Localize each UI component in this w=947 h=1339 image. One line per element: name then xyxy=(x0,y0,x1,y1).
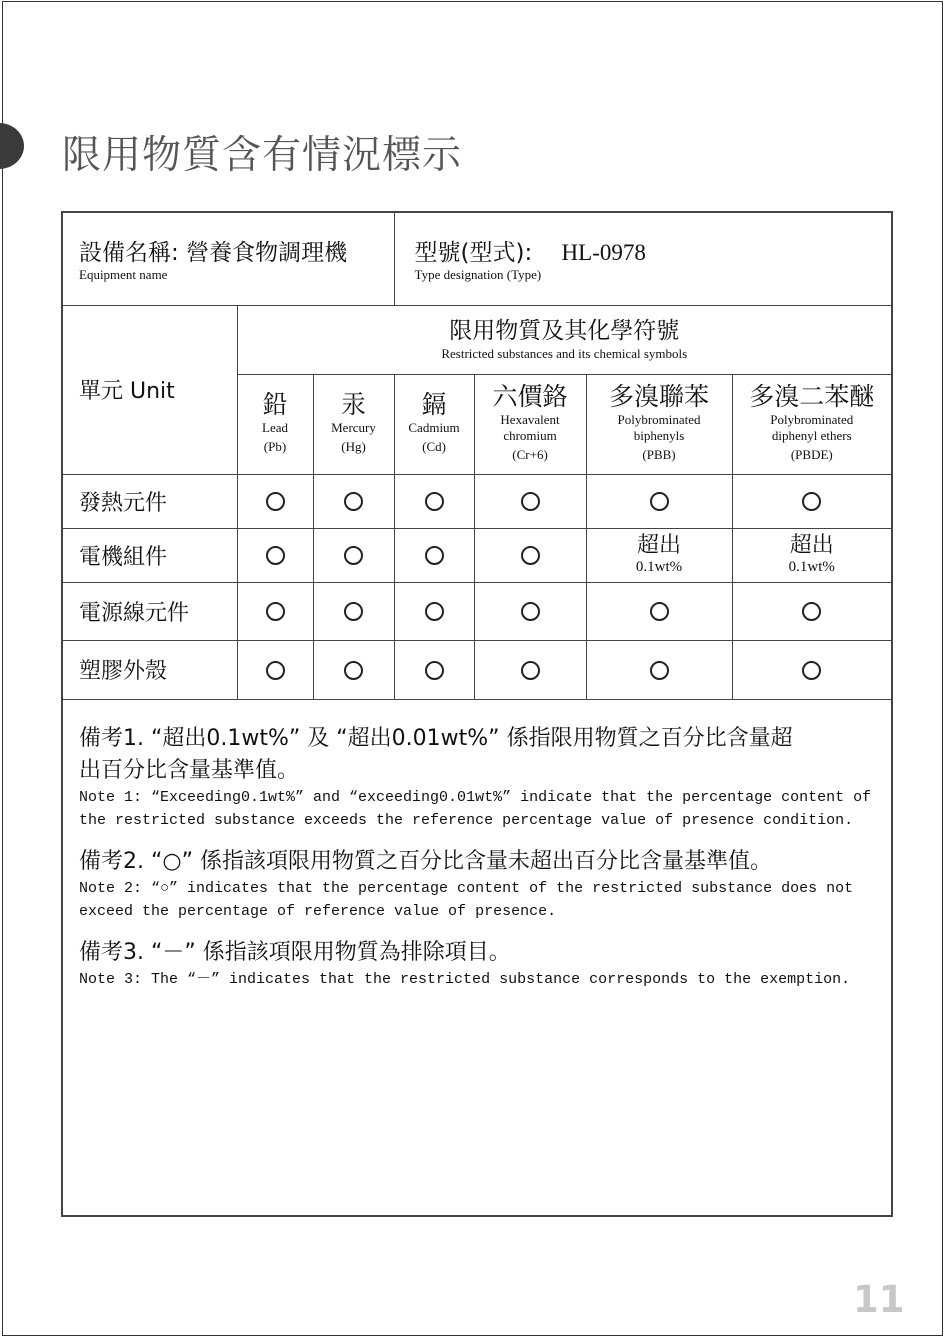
cadmium-zh: 鎘 xyxy=(421,390,447,419)
table-row xyxy=(63,474,891,528)
equipment-name-cell xyxy=(63,213,394,305)
exceed-value: 0.1wt% xyxy=(635,559,683,575)
table-row xyxy=(63,640,891,699)
note-1-en: Note 1: “Exceeding0.1wt%” and “exceeding0.01wt%” indicate that the percentage content of the restricted substance exceeds the reference percentage value of presence condition. xyxy=(79,789,872,829)
equipment-label: 設備名稱: xyxy=(79,239,179,266)
table-cell xyxy=(474,528,586,582)
circle-mark-icon xyxy=(344,661,363,680)
table-row xyxy=(63,528,891,582)
type-value: HL-0978 xyxy=(561,239,646,265)
table-cell xyxy=(474,640,586,699)
circle-mark-icon xyxy=(650,602,669,621)
table-cell xyxy=(586,640,732,699)
mercury-symbol: (Hg) xyxy=(341,439,366,454)
pbb-zh: 多溴聯苯 xyxy=(609,382,710,411)
exceed-cell-pbde xyxy=(732,528,891,582)
substances-title-cell xyxy=(237,305,891,374)
table-cell xyxy=(586,582,732,640)
type-designation-cell xyxy=(394,213,891,305)
column-cadmium xyxy=(394,374,474,474)
table-cell xyxy=(237,528,313,582)
page-title: 限用物質含有情況標示 xyxy=(62,133,463,178)
circle-mark-icon xyxy=(425,602,444,621)
table-cell xyxy=(394,640,474,699)
note-3-en: Note 3: The “－” indicates that the restricted substance corresponds to the exemption. xyxy=(79,971,851,988)
table-cell xyxy=(474,582,586,640)
table-cell xyxy=(732,582,891,640)
column-mercury xyxy=(313,374,394,474)
pbde-en1: Polybrominated xyxy=(770,412,854,427)
hexavalent-chromium-en1: Hexavalent xyxy=(500,412,560,427)
table-cell xyxy=(313,640,394,699)
exceed-text: 超出 xyxy=(637,533,682,558)
exceed-text: 超出 xyxy=(789,533,834,558)
row-label: 塑膠外殼 xyxy=(63,640,237,699)
table-cell xyxy=(237,474,313,528)
note-1 xyxy=(79,723,879,832)
circle-mark-icon xyxy=(802,602,821,621)
circle-mark-icon xyxy=(650,492,669,511)
circle-mark-icon xyxy=(344,546,363,565)
notes-section xyxy=(79,723,879,1006)
pbde-symbol: (PBDE) xyxy=(790,447,833,462)
table-cell xyxy=(237,640,313,699)
circle-mark-icon xyxy=(266,546,285,565)
circle-mark-icon xyxy=(650,661,669,680)
mercury-zh: 汞 xyxy=(341,390,367,419)
table-cell xyxy=(237,582,313,640)
circle-mark-icon xyxy=(521,492,540,511)
table-cell xyxy=(474,474,586,528)
table-cell xyxy=(394,528,474,582)
circle-mark-icon xyxy=(802,492,821,511)
pbb-en2: biphenyls xyxy=(633,428,685,443)
row-label: 電源線元件 xyxy=(63,582,237,640)
row-label: 電機組件 xyxy=(63,528,237,582)
unit-label: 單元 Unit xyxy=(63,305,237,474)
circle-mark-icon xyxy=(344,602,363,621)
cadmium-en: Cadmium xyxy=(408,420,460,435)
pbde-zh: 多溴二苯醚 xyxy=(749,382,875,411)
lead-zh: 鉛 xyxy=(262,390,288,419)
note-3-zh: 備考3. “－” 係指該項限用物質為排除項目。 xyxy=(79,940,511,965)
hexavalent-chromium-en2: chromium xyxy=(503,428,557,443)
circle-mark-icon xyxy=(521,546,540,565)
type-label: 型號(型式): xyxy=(414,239,533,266)
table-cell xyxy=(586,474,732,528)
lead-en: Lead xyxy=(262,420,288,435)
column-pbde xyxy=(732,374,891,474)
circle-mark-icon xyxy=(425,492,444,511)
table-row xyxy=(63,582,891,640)
column-lead xyxy=(237,374,313,474)
note-2-en: Note 2: “○” indicates that the percentage content of the restricted substance does not exceed the percentage of reference value of presence. xyxy=(79,880,854,920)
table-cell xyxy=(313,582,394,640)
pbb-symbol: (PBB) xyxy=(642,447,676,462)
circle-mark-icon xyxy=(266,602,285,621)
note-2 xyxy=(79,846,879,923)
equipment-value: 營養食物調理機 xyxy=(186,239,348,266)
substances-title-en: Restricted substances and its chemical symbols xyxy=(441,345,688,361)
exceed-cell-pbb xyxy=(586,528,732,582)
exceed-value: 0.1wt% xyxy=(788,559,835,575)
table-cell xyxy=(313,528,394,582)
pbde-en2: diphenyl ethers xyxy=(771,428,852,443)
circle-mark-icon xyxy=(266,492,285,511)
row-label: 發熱元件 xyxy=(63,474,237,528)
type-label-en: Type designation (Type) xyxy=(414,266,542,282)
note-3 xyxy=(79,937,879,992)
circle-mark-icon xyxy=(802,661,821,680)
rohs-frame xyxy=(61,211,893,1217)
circle-mark-icon xyxy=(521,602,540,621)
lead-symbol: (Pb) xyxy=(263,439,287,454)
pbb-en1: Polybrominated xyxy=(617,412,701,427)
circle-mark-icon xyxy=(521,661,540,680)
note-1-zh-line1: 備考1. “超出0.1wt%” 及 “超出0.01wt%” 係指限用物質之百分比含量超 xyxy=(79,726,793,751)
circle-mark-icon xyxy=(266,661,285,680)
table-cell xyxy=(732,474,891,528)
column-pbb xyxy=(586,374,732,474)
hexavalent-chromium-zh: 六價鉻 xyxy=(492,382,568,411)
circle-mark-icon xyxy=(425,661,444,680)
table-cell xyxy=(313,474,394,528)
cadmium-symbol: (Cd) xyxy=(422,439,446,454)
hexavalent-chromium-symbol: (Cr+6) xyxy=(512,447,548,462)
equipment-label-en: Equipment name xyxy=(79,266,168,282)
column-hexavalent-chromium xyxy=(474,374,586,474)
rohs-table xyxy=(63,213,891,700)
circle-mark-icon xyxy=(344,492,363,511)
note-1-zh-line2: 出百分比含量基準值。 xyxy=(79,758,300,783)
table-cell xyxy=(394,474,474,528)
circle-mark-icon xyxy=(425,546,444,565)
note-2-zh: 備考2. “○” 係指該項限用物質之百分比含量未超出百分比含量基準值。 xyxy=(79,849,772,874)
substances-title-zh: 限用物質及其化學符號 xyxy=(449,317,680,344)
mercury-en: Mercury xyxy=(331,420,376,435)
page-number: 11 xyxy=(853,1278,905,1321)
table-cell xyxy=(732,640,891,699)
table-cell xyxy=(394,582,474,640)
